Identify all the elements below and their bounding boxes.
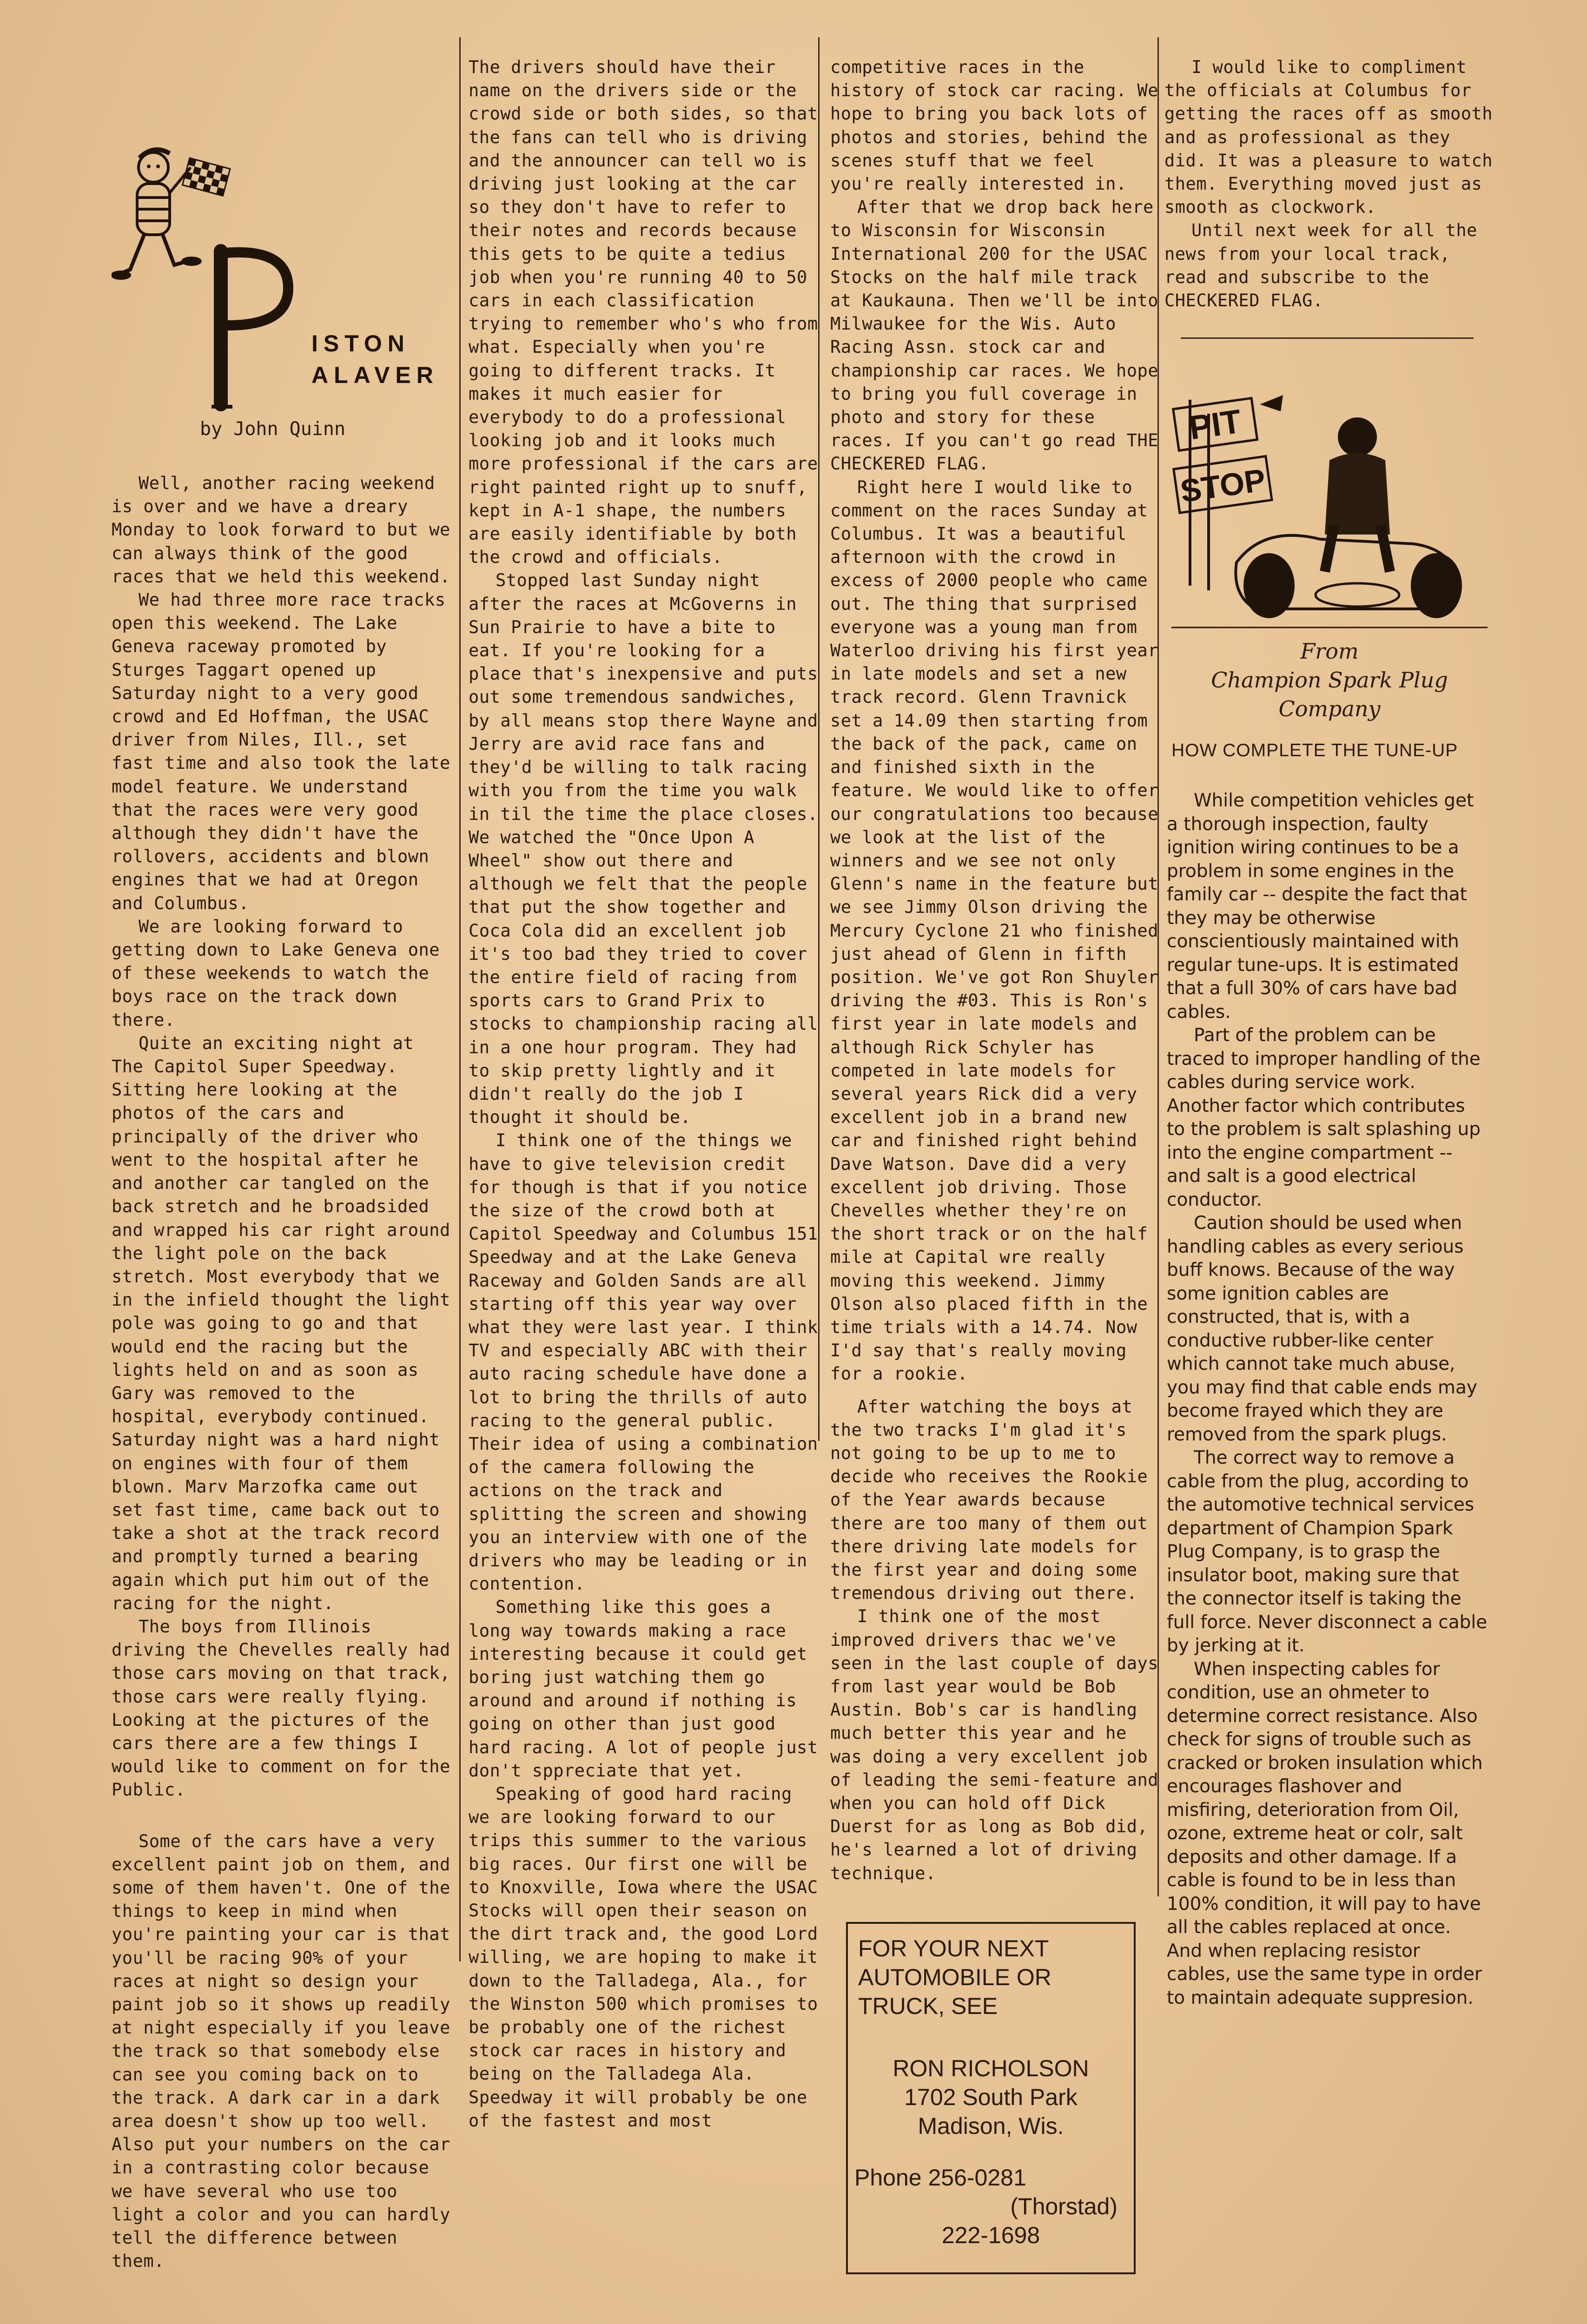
- paragraph: We had three more race tracks open this weekend. The Lake Geneva raceway promoted by Sturges Taggart opened up Saturday night to a very good crowd and Ed Hoffman, the USAC driver from Niles, Ill., set fast time and also took the late model feature. We understand that the races were very good although they didn't have the rollovers, accidents and blown engines that we had at Oregon and Columbus.: [112, 590, 450, 913]
- ad-dealer-name: RON RICHOLSON 1702 South Park Madison, Wis.: [893, 2055, 1089, 2139]
- paragraph: Well, another racing weekend is over and we have a dreary Monday to look forward to but we can always think of the good races that we held this weekend.: [112, 473, 450, 587]
- paragraph: The correct way to remove a cable from the plug, according to the automotive technical services department of Champion Spark Plug Company, is to grasp the insulator boot, making sure that the connector itself is taking the full force. Never disconnect a cable by jerking at it.: [1167, 1447, 1488, 1656]
- ad-headline: FOR YOUR NEXT AUTOMOBILE OR TRUCK, SEE: [858, 1935, 1051, 2019]
- champion-line: From: [1300, 639, 1359, 664]
- stop-sign-text: STOP: [1178, 462, 1268, 509]
- paragraph: While competition vehicles get a thorough inspection, faulty ignition wiring continues to be a problem in some engines in the family car -- despite the fact that they may be otherwise conscientiously maintained with regular tune-ups. It is estimated that a full 30% of cars have bad cables.: [1167, 790, 1474, 1023]
- paragraph: Stopped last Sunday night after the races at McGoverns in Sun Prairie to have a bite to eat. If you're looking for a place that's inexpensive and puts out some tremendous sandwiches, by all means stop there Wayne and Jerry are avid race fans and they'd be willing to talk racing with you from the time you walk in til the time the place closes. We watched the "Once Upon A Wheel" show out there and although we felt that the people that put the show together and Coca Cola did an excellent job it's too bad they tried to cover the entire field of racing from sports cars to Grand Prix to stocks to championship racing all in a one hour program. They had to skip pretty lightly and it didn't really do the job I thought it should be.: [469, 570, 818, 1128]
- paragraph: Caution should be used when handling cables as every serious buff knows. Because of the way some ignition cables are constructed, that is, with a conductive rubber-like center which cannot take much abuse, you may find that cable ends may become frayed which they are removed from the spark plugs.: [1167, 1213, 1477, 1445]
- masthead-title-line2: ALAVER: [311, 362, 439, 388]
- article-column-3: [830, 56, 1165, 1885]
- paragraph: Part of the problem can be traced to improper handling of the cables during service work. Another factor which contributes to the problem is salt splashing up into the engine compartment -- and salt is a good electrical conductor.: [1167, 1025, 1481, 1210]
- ad-phone-contact: (Thorstad): [1010, 2193, 1118, 2219]
- champion-credit: [1190, 637, 1469, 723]
- paragraph: We are looking forward to getting down to Lake Geneva one of these weekends to watch the boys race on the track down there.: [112, 916, 440, 1030]
- article-column-1: [112, 472, 456, 2273]
- paragraph: When inspecting cables for condition, use an ohmeter to determine correct resistance. Also check for signs of trouble such as cracked or broken insulation which encourages flashover and misfiring, deterioration from Oil, ozone, extreme heat or colr, salt deposits and other damage. If a cable is found to be in less than 100% condition, it will pay to have all the cables replaced at once. And when replacing resistor cables, use the same type in order to maintain adequate suppresion.: [1167, 1658, 1483, 2008]
- article-column-4: [1164, 56, 1494, 312]
- column-divider: [459, 37, 461, 1961]
- paragraph: Some of the cars have a very excellent paint job on them, and some of them haven't. One of the things to keep in mind when you're painting your car is that you'll be racing 90% of your races at night so design your paint job so it shows up readily at night especially if you leave the track so that somebody else can see you coming back on to the track. A dark car in a dark area doesn't show up too well. Also put your numbers on the car in a contrasting color because we have several who use too light a color and you can hardly tell the difference between them.: [112, 1831, 450, 2271]
- pit-stop-car-icon: [1171, 386, 1488, 637]
- dealer-ad: [846, 1922, 1136, 2274]
- pit-sign-text: PIT: [1187, 403, 1244, 447]
- article-column-2: [469, 56, 822, 2133]
- racer-mascot-icon: [112, 139, 414, 437]
- paragraph: I think one of the things we have to give television credit for though is that if you notice the size of the crowd both at Capitol Speedway and Columbus 151 Speedway and at the Lake Geneva Raceway and Golden Sands are all starting off this year way over what they were last year. I think TV and especially ABC with their auto racing schedule have done a lot to bring the thrills of auto racing to the general public. Their idea of using a combination of the camera following the actions on the track and splitting the screen and showing you an interview with one of the drivers who may be leading or in contention.: [469, 1130, 818, 1594]
- paragraph: Speaking of good hard racing we are looking forward to our trips this summer to the various big races. Our first one will be to Knoxville, Iowa where the USAC Stocks will open their season on the dirt track and, the good Lord willing, we are hoping to make it down to the Talladega, Ala., for the Winston 500 which promises to be probably one of the richest stock car races in history and being on the Talladega Ala. Speedway it will probably be one of the fastest and most: [469, 1784, 818, 2131]
- paragraph: After that we drop back here to Wisconsin for Wisconsin International 200 for the USAC Stocks on the half mile track at Kaukauna. Then we'll be into Milwaukee for the Wis. Auto Racing Assn. stock car and championship car races. We hope to bring you full coverage in photo and story for these races. If you can't go read THE CHECKERED FLAG.: [830, 197, 1159, 474]
- masthead: [112, 139, 439, 437]
- paragraph: The drivers should have their name on the drivers side or the crowd side or both sides, so that the fans can tell who is driving and the announcer can tell wo is driving just looking at the car so they don't have to refer to their notes and records because this gets to be quite a tedius job when you're running 40 to 50 cars in each classification trying to remember who's who from what. Especially when you're going to different tracks. It makes it much easier for everybody to do a professional looking job and it looks much more professional if the cars are right painted right up to snuff, kept in A-1 shape, the numbers are easily identifiable by both the crowd and officials.: [469, 57, 818, 568]
- ad-phone: Phone 256-0281: [854, 2165, 1026, 2191]
- paragraph: Right here I would like to comment on the races Sunday at Columbus. It was a beautiful afternoon with the crowd in excess of 2000 people who came out. The thing that surprised everyone was a young man from Waterloo driving his first year in late models and set a new track record. Glenn Travnick set a 14.09 then starting from the back of the pack, came on and finished sixth in the feature. We would like to offer our congratulations too because we look at the list of the winners and we see not only Glenn's name in the feature but we see Jimmy Olson driving the Mercury Cyclone 21 who finished just ahead of Glenn in fifth position. We've got Ron Shuyler driving the #03. This is Ron's first year in late models and although Rick Schyler has competed in late models for several years Rick did a very excellent job in a brand new car and finished right behind Dave Watson. Dave did a very excellent job driving. Those Chevelles whether they're on the short track or on the half mile at Capital wre really moving this weekend. Jimmy Olson also placed fifth in the time trials with a 14.74. Now I'd say that's really moving for a rookie.: [830, 477, 1159, 1384]
- paragraph: I think one of the most improved drivers thac we've seen in the last couple of days from last year would be Bob Austin. Bob's car is handling much better this year and he was doing a very excellent job of leading the semi-feature and when you can hold off Dick Duerst for as long as Bob did, he's learned a lot of driving technique.: [830, 1606, 1159, 1883]
- ad-phone-alt: 222-1698: [941, 2222, 1040, 2248]
- paragraph: Something like this goes a long way towards making a race interesting because it could get boring just watching them go around and around if nothing is going on other than just good hard racing. A lot of people just don't sppreciate that yet.: [469, 1597, 818, 1781]
- paragraph: Quite an exciting night at The Capitol Super Speedway. Sitting here looking at the photos of the cars and principally of the driver who went to the hospital after he and another car tangled on the back stretch and he broadsided and wrapped his car right around the light pole on the back stretch. Most everybody that we in the infield thought the light pole was going to go and that would end the racing but the lights held on and as soon as Gary was removed to the hospital, everybody continued. Saturday night was a hard night on engines with four of them blown. Marv Marzofka came out set fast time, came back out to take a shot at the track record and promptly turned a bearing again which put him out of the racing for the night.: [112, 1033, 450, 1613]
- paragraph: After watching the boys at the two tracks I'm glad it's not going to be up to me to decide who receives the Rookie of the Year awards because there are too many of them out there driving late models for the first year and doing some tremendous driving out there.: [830, 1396, 1148, 1604]
- paragraph: competitive races in the history of stock car racing. We hope to bring you back lots of photos and stories, behind the scenes stuff that we feel you're really interested in.: [830, 57, 1159, 194]
- byline: by John Quinn: [200, 418, 346, 440]
- section-heading: HOW COMPLETE THE TUNE-UP: [1171, 740, 1458, 760]
- masthead-title-line1: ISTON: [311, 330, 410, 357]
- section-divider: [1181, 337, 1474, 339]
- paragraph: Until next week for all the news from your local track, read and subscribe to the CHECKERED FLAG.: [1164, 220, 1477, 311]
- champion-line: Company: [1278, 696, 1381, 721]
- paragraph: The boys from Illinois driving the Chevelles really had those cars moving on that track, those cars were really flying. Looking at the pictures of the cars there are a few things I would like to comment on for the Public.: [112, 1616, 450, 1800]
- paragraph: I would like to compliment the officials at Columbus for getting the races off as smooth and as professional as they did. It was a pleasure to watch them. Everything moved just as smooth as clockwork.: [1164, 57, 1493, 218]
- champion-line: Champion Spark Plug: [1211, 667, 1448, 693]
- pit-stop-illustration: [1171, 386, 1488, 637]
- tuneup-article: [1167, 789, 1488, 2010]
